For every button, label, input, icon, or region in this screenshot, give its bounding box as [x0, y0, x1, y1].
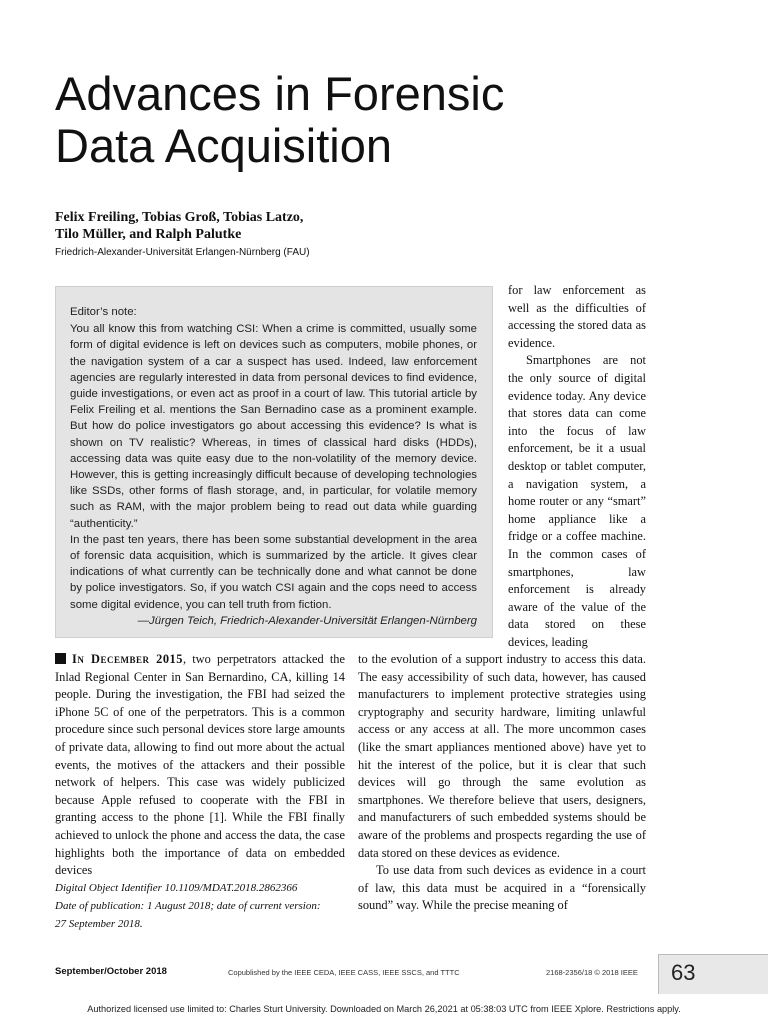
editors-note-box: [55, 286, 493, 638]
middle-column-paragraph-2: To use data from such devices as evidence in a court of law, this data must be acquired in a “forensically sound” way. While the precise meaning of: [358, 863, 646, 913]
doi-text: Digital Object Identifier 10.1109/MDAT.2018.2862366: [55, 882, 298, 894]
author-list: [55, 209, 455, 243]
page-number: 63: [671, 960, 696, 985]
middle-column-text: [358, 651, 646, 915]
article-title: [55, 68, 715, 172]
left-column-body: , two perpetrators attacked the Inlad Regional Center in San Bernardino, CA, killing 14 people. During the investigation, the FBI had seized the iPhone 5C of one of the perpetrators. This is a common procedure since such personal devices store large amounts of private data, allowing to find out more about the actual events, the motives of the attackers and their possible network of helpers. This case was widely publicized because Apple refused to cooperate with the FBI in granting access to the phone [1]. While the FBI finally achieved to unlock the phone and access the data, the case highlights both the importance of data on embedded devices: [55, 652, 345, 878]
left-column-paragraph-1: [55, 651, 345, 880]
right-column-text: [508, 282, 646, 651]
publication-date-line-1: Date of publication: 1 August 2018; date of current version:: [55, 900, 321, 912]
editors-note-paragraph-1: You all know this from watching CSI: When a crime is committed, usually some form of digital evidence is left on devices such as computers, mobile phones, or the navigation system of a car a suspect has used. Indeed, law enforcement agencies are regularly interested in data from personal devices to find evidence, guide investigations, or even act as proof in a court of law. This tutorial article by Felix Freiling et al. mentions the San Bernadino case as a prominent example. But how do police investigators go about accessing this evidence? Is what is shown on TV realistic? Whereas, in times of classical hard disks (HDDs), accessing data was quite easy due to the non-volatility of the memory device. However, this is getting increasingly difficult because of developing technologies like SSDs, other forms of flash storage, and, in particular, for volatile memory such as RAM, with the major problem being to read out data while guarding “authenticity.”: [70, 323, 477, 530]
license-notice: Authorized licensed use limited to: Charles Sturt University. Downloaded on March 26,2021 at 05:38:03 UTC from IEEE Xplore. Restrictions apply.: [87, 1004, 681, 1014]
editors-note-signature: —Jürgen Teich, Friedrich-Alexander-Universität Erlangen-Nürnberg: [137, 614, 477, 627]
footer-issue-date: September/October 2018: [55, 966, 167, 977]
author-affiliation: Friedrich-Alexander-Universität Erlangen-Nürnberg (FAU): [55, 247, 310, 258]
editors-note-paragraph-2: In the past ten years, there has been some substantial development in the area of forensic data acquisition, which is summarized by the article. It gives clear indications of what currently can be technically done and what cannot be done by police investigators. So, if you watch CSI again and the cops need to access some digital evidence, you can tell truth from fiction.: [70, 533, 477, 611]
lead-in-text: In December 2015: [72, 652, 183, 666]
authors-line-1: Felix Freiling, Tobias Groß, Tobias Latzo,: [55, 210, 304, 225]
left-column-text: [55, 651, 345, 880]
authors-line-2: Tilo Müller, and Ralph Palutke: [55, 227, 242, 242]
page-number-tab: [658, 954, 768, 994]
publication-date-line-2: 27 September 2018.: [55, 918, 143, 930]
right-column-paragraph-1: for law enforcement as well as the difficulties of accessing the stored data as evidence.: [508, 283, 646, 350]
right-column-paragraph-2: Smartphones are not the only source of digital evidence today. Any device that stores data can come into the focus of law enforcement, be it a usual desktop or tablet computer, a navigation system, a home router or any “smart” home appliance like a fridge or a coffee machine. In the common cases of smartphones, law enforcement is already aware of the value of the data stored on these devices, leading: [508, 353, 646, 649]
publication-metadata: [55, 879, 345, 933]
footer-copublished: Copublished by the IEEE CEDA, IEEE CASS, IEEE SSCS, and TTTC: [228, 968, 460, 977]
title-line-2: Data Acquisition: [55, 119, 393, 172]
middle-column-paragraph-1: to the evolution of a support industry to access this data. The easy accessibility of such data, however, has caused manufacturers to implement protective strategies using cryptography and security hardware, limiting unlawful access or any access at all. The more uncommon cases (like the smart appliances mentioned above) have yet to hit the interest of the police, but it is clear that such devices will go through the same evolution as smartphones. We therefore believe that users, designers, and manufacturers of such embedded systems should be aware of the problems and prospects regarding the use of data stored on these devices as evidence.: [358, 652, 646, 860]
title-line-1: Advances in Forensic: [55, 67, 505, 120]
editors-note-heading: Editor’s note:: [70, 306, 137, 318]
footer-issn: 2168-2356/18 © 2018 IEEE: [546, 968, 638, 977]
section-start-marker: [55, 653, 66, 664]
page-tab-border: [659, 954, 768, 955]
